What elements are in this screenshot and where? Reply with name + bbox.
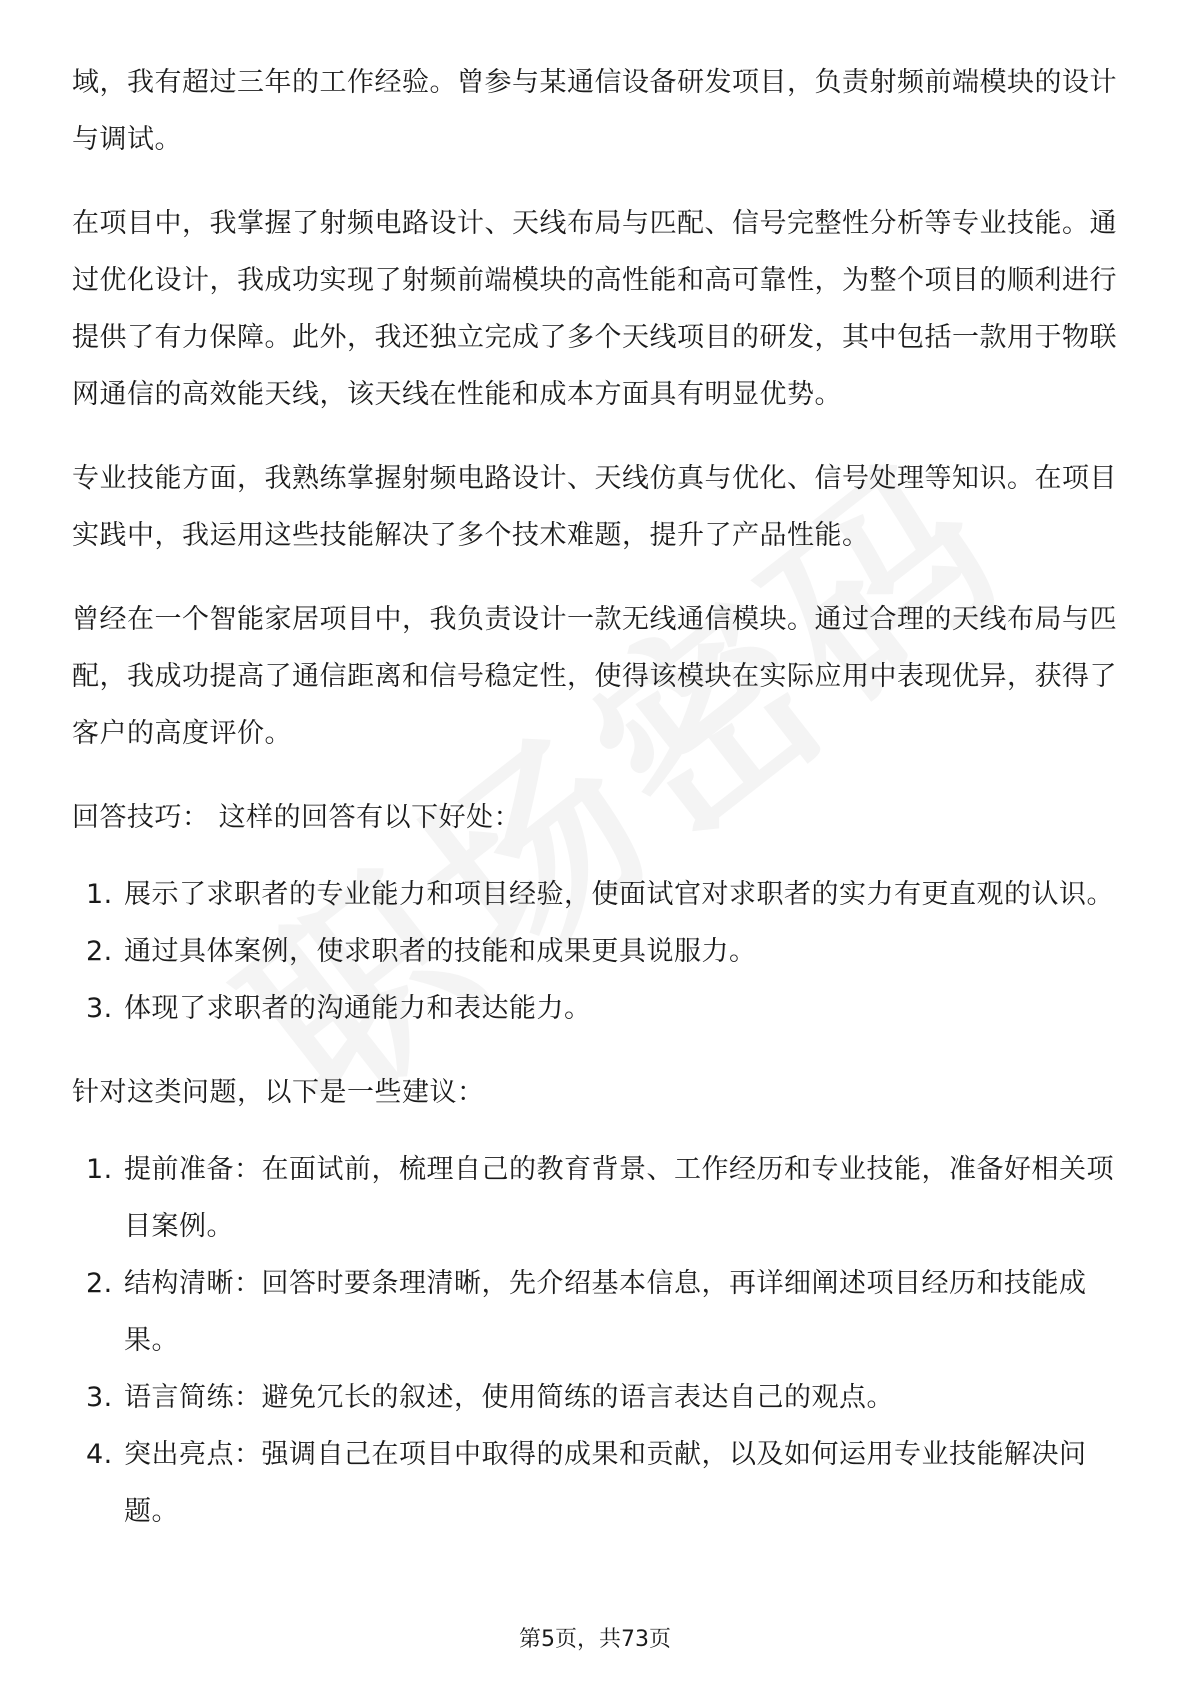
list-number: 2. [86, 1268, 113, 1299]
list-item [72, 866, 1122, 923]
list-item [72, 1369, 1122, 1426]
document-body [72, 54, 1122, 1567]
paragraph-skills: 专业技能方面，我熟练掌握射频电路设计、天线仿真与优化、信号处理等知识。在项目实践中，我运用这些技能解决了多个技术难题，提升了产品性能。 [72, 463, 1117, 551]
list-number: 1. [86, 1154, 113, 1185]
list-number: 3. [86, 1382, 113, 1413]
list-text: 语言简练：避免冗长的叙述，使用简练的语言表达自己的观点。 [124, 1382, 894, 1413]
advice-heading: 针对这类问题，以下是一些建议： [72, 1077, 485, 1108]
list-number: 1. [86, 879, 113, 910]
paragraph-intro: 域，我有超过三年的工作经验。曾参与某通信设备研发项目，负责射频前端模块的设计与调试。 [72, 67, 1117, 155]
paragraph-project: 在项目中，我掌握了射频电路设计、天线布局与匹配、信号完整性分析等专业技能。通过优化设计，我成功实现了射频前端模块的高性能和高可靠性，为整个项目的顺利进行提供了有力保障。此外，我还独立完成了多个天线项目的研发，其中包括一款用于物联网通信的高效能天线，该天线在性能和成本方面具有明显优势。 [72, 208, 1117, 410]
list-item [72, 1255, 1122, 1369]
list-text: 结构清晰：回答时要条理清晰，先介绍基本信息，再详细阐述项目经历和技能成果。 [124, 1268, 1087, 1356]
list-item [72, 1141, 1122, 1255]
list-number: 2. [86, 936, 113, 967]
list-number: 3. [86, 993, 113, 1024]
advice-list [72, 1141, 1122, 1540]
list-text: 突出亮点：强调自己在项目中取得的成果和贡献，以及如何运用专业技能解决问题。 [124, 1439, 1087, 1527]
list-text: 通过具体案例，使求职者的技能和成果更具说服力。 [124, 936, 757, 967]
paragraph-case: 曾经在一个智能家居项目中，我负责设计一款无线通信模块。通过合理的天线布局与匹配，我成功提高了通信距离和信号稳定性，使得该模块在实际应用中表现优异，获得了客户的高度评价。 [72, 604, 1117, 749]
list-item [72, 980, 1122, 1037]
list-item [72, 923, 1122, 980]
list-item [72, 1426, 1122, 1540]
page-number: 第5页，共73页 [519, 1627, 671, 1652]
tips-list [72, 866, 1122, 1037]
list-text: 提前准备：在面试前，梳理自己的教育背景、工作经历和专业技能，准备好相关项目案例。 [124, 1154, 1114, 1242]
list-text: 体现了求职者的沟通能力和表达能力。 [124, 993, 592, 1024]
list-text: 展示了求职者的专业能力和项目经验，使面试官对求职者的实力有更直观的认识。 [124, 879, 1114, 910]
list-number: 4. [86, 1439, 113, 1470]
tips-heading: 回答技巧： 这样的回答有以下好处： [72, 802, 522, 833]
